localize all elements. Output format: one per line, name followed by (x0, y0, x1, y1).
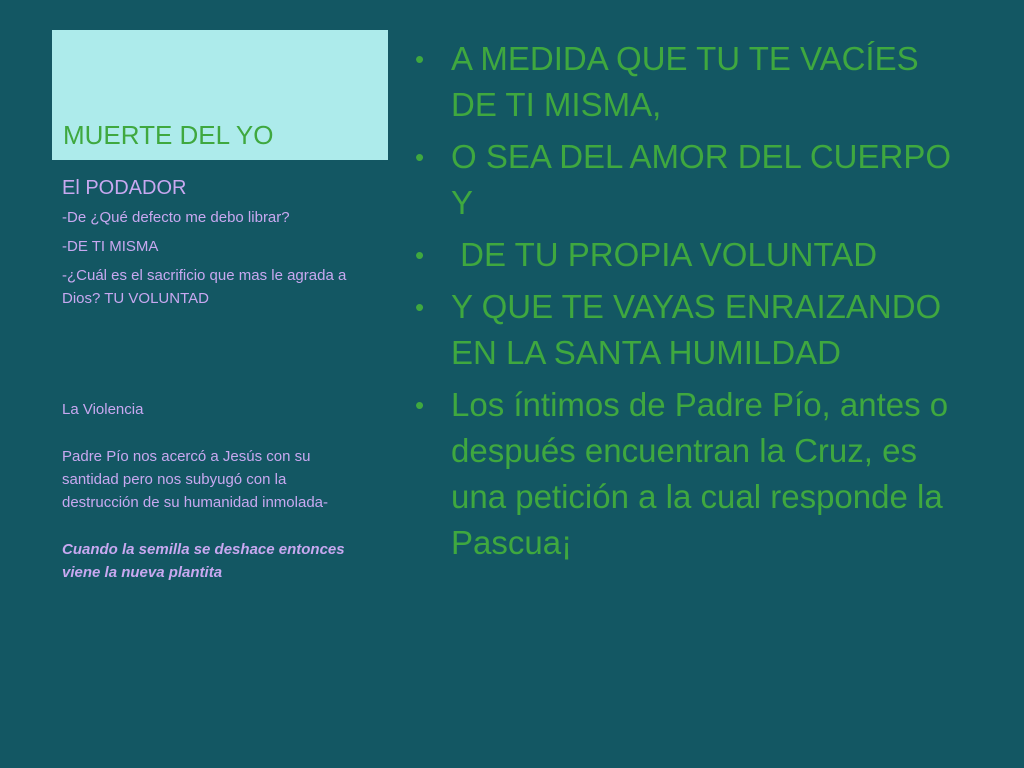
bullet-icon: • (415, 390, 425, 420)
padre-pio-text: Padre Pío nos acercó a Jesús con su santidad pero nos subyugó con la destrucción de su humanidad inmolada- (62, 448, 328, 511)
left-line-1: -De ¿Qué defecto me debo librar? (62, 209, 290, 226)
slide-title: MUERTE DEL YO (63, 120, 274, 150)
bullet-icon: • (415, 240, 425, 270)
bullet-text-3: DE TU PROPIA VOLUNTAD (451, 236, 878, 273)
bullet-list (410, 36, 970, 572)
left-line-2: -DE TI MISMA (62, 238, 159, 255)
bullet-icon: • (415, 292, 425, 322)
bullet-item-2 (410, 134, 970, 226)
bullet-text-2: O SEA DEL AMOR DEL CUERPO Y (451, 138, 952, 221)
violencia-text: La Violencia (62, 401, 144, 418)
bullet-item-1 (410, 36, 970, 128)
bullet-text-5: Los íntimos de Padre Pío, antes o después encuentran la Cruz, es una petición a la cual responde la Pascua¡ (451, 386, 949, 561)
semilla-text: Cuando la semilla se deshace entonces viene la nueva plantita (62, 541, 345, 581)
bullet-item-3 (410, 232, 970, 278)
bullet-item-4 (410, 284, 970, 376)
bullet-text-4: Y QUE TE VAYAS ENRAIZANDO EN LA SANTA HUMILDAD (451, 288, 942, 371)
bullet-icon: • (415, 142, 425, 172)
left-heading: El PODADOR (62, 177, 187, 199)
bullet-text-1: A MEDIDA QUE TU TE VACÍES DE TI MISMA, (451, 40, 919, 123)
title-box (52, 30, 388, 160)
bullet-item-5 (410, 382, 970, 566)
left-notes (62, 174, 362, 590)
left-line-3: -¿Cuál es el sacrificio que mas le agrada a Dios? TU VOLUNTAD (62, 267, 347, 307)
bullet-icon: • (415, 44, 425, 74)
